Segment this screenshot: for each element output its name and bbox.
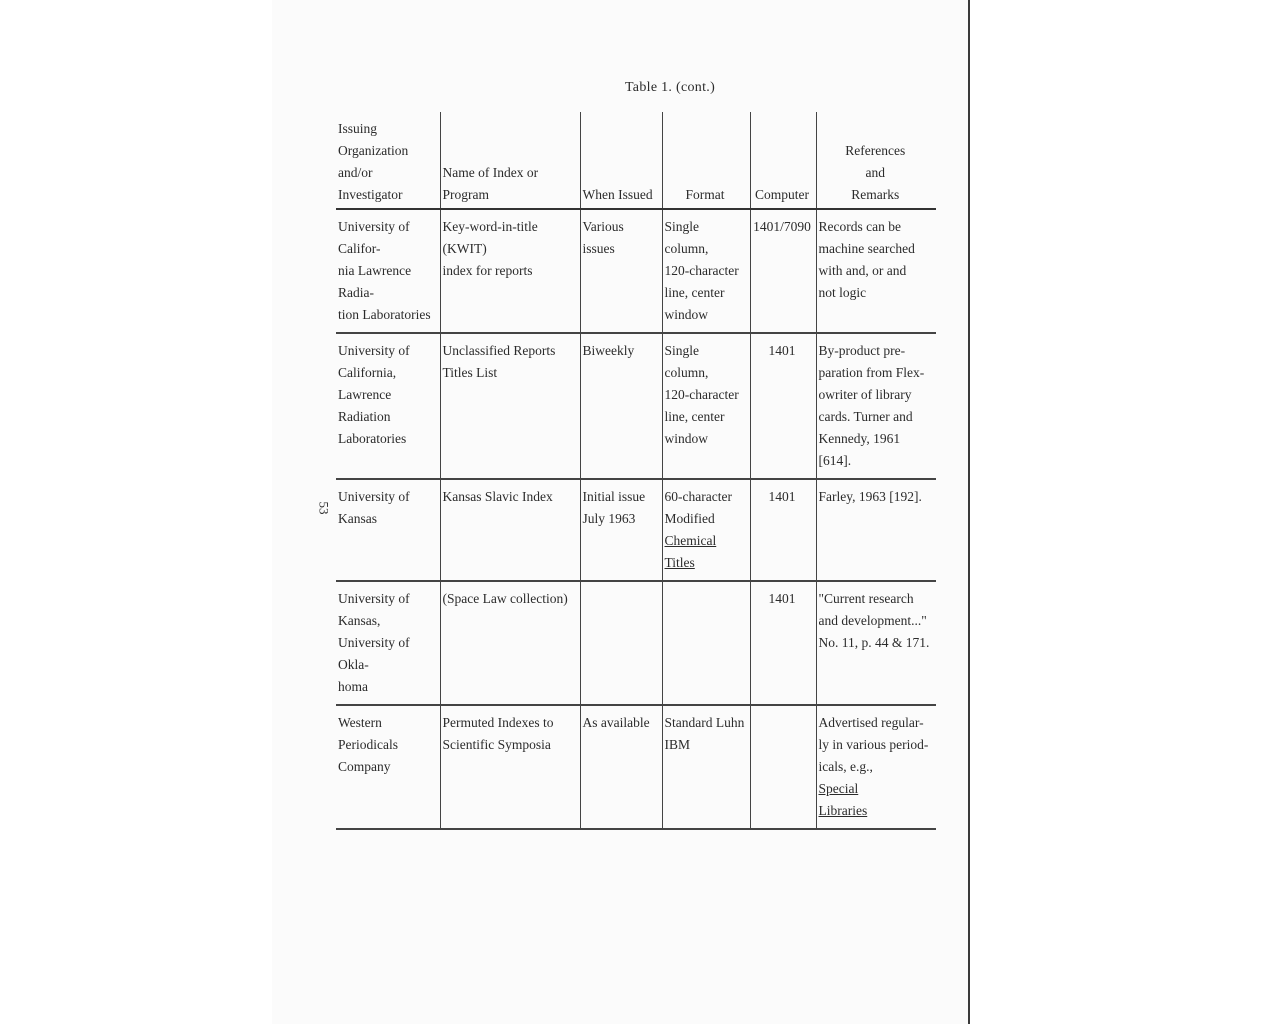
cell-organization: University of Califor- nia Lawrence Radia- tion Laboratories [336, 209, 440, 333]
cell-organization: University of California, Lawrence Radiation Laboratories [336, 333, 440, 479]
cell-format [662, 581, 750, 705]
header-references: References and Remarks [816, 112, 936, 209]
cell-references: By-product pre- paration from Flex- owriter of library cards. Turner and Kennedy, 1961 [614]. [816, 333, 936, 479]
cell-format: Single column, 120-character line, center window [662, 209, 750, 333]
page-number: 53 [316, 501, 332, 515]
cell-computer: 1401 [750, 479, 816, 581]
cell-index-name: Permuted Indexes to Scientific Symposia [440, 705, 580, 829]
cell-format: Standard Luhn IBM [662, 705, 750, 829]
table-row [336, 333, 936, 479]
cell-format: Single column, 120-character line, center window [662, 333, 750, 479]
cell-references: "Current research and development..." No. 11, p. 44 & 171. [816, 581, 936, 705]
cell-when-issued: Biweekly [580, 333, 662, 479]
header-row [336, 112, 936, 209]
cell-index-name: Kansas Slavic Index [440, 479, 580, 581]
header-computer: Computer [750, 112, 816, 209]
cell-index-name: Unclassified Reports Titles List [440, 333, 580, 479]
cell-computer: 1401 [750, 333, 816, 479]
cell-references: Records can be machine searched with and, or and not logic [816, 209, 936, 333]
table-caption: Table 1. (cont.) [624, 80, 716, 95]
references-underlined-title: Special Libraries [818, 781, 868, 818]
cell-when-issued: Various issues [580, 209, 662, 333]
header-index-name: Name of Index or Program [440, 112, 580, 209]
cell-organization: University of Kansas [336, 479, 440, 581]
cell-computer [750, 705, 816, 829]
cell-format [662, 479, 750, 581]
cell-computer: 1401/7090 [750, 209, 816, 333]
cell-references [816, 705, 936, 829]
references-text: Advertised regular- ly in various period- icals, e.g., [818, 715, 929, 774]
cell-index-name: (Space Law collection) [440, 581, 580, 705]
table-row [336, 479, 936, 581]
cell-when-issued: Initial issue July 1963 [580, 479, 662, 581]
cell-when-issued [580, 581, 662, 705]
table-row [336, 581, 936, 705]
cell-references: Farley, 1963 [192]. [816, 479, 936, 581]
format-text: 60-character Modified [664, 489, 732, 526]
header-organization: Issuing Organization and/or Investigator [336, 112, 440, 209]
header-when-issued: When Issued [580, 112, 662, 209]
cell-index-name: Key-word-in-title (KWIT) index for reports [440, 209, 580, 333]
cell-organization: Western Periodicals Company [336, 705, 440, 829]
format-underlined-title: Chemical Titles [664, 533, 717, 570]
table-row [336, 209, 936, 333]
cell-computer: 1401 [750, 581, 816, 705]
header-format: Format [662, 112, 750, 209]
cell-organization: University of Kansas, University of Okla- homa [336, 581, 440, 705]
index-table [336, 112, 936, 830]
cell-when-issued: As available [580, 705, 662, 829]
table-row [336, 705, 936, 829]
